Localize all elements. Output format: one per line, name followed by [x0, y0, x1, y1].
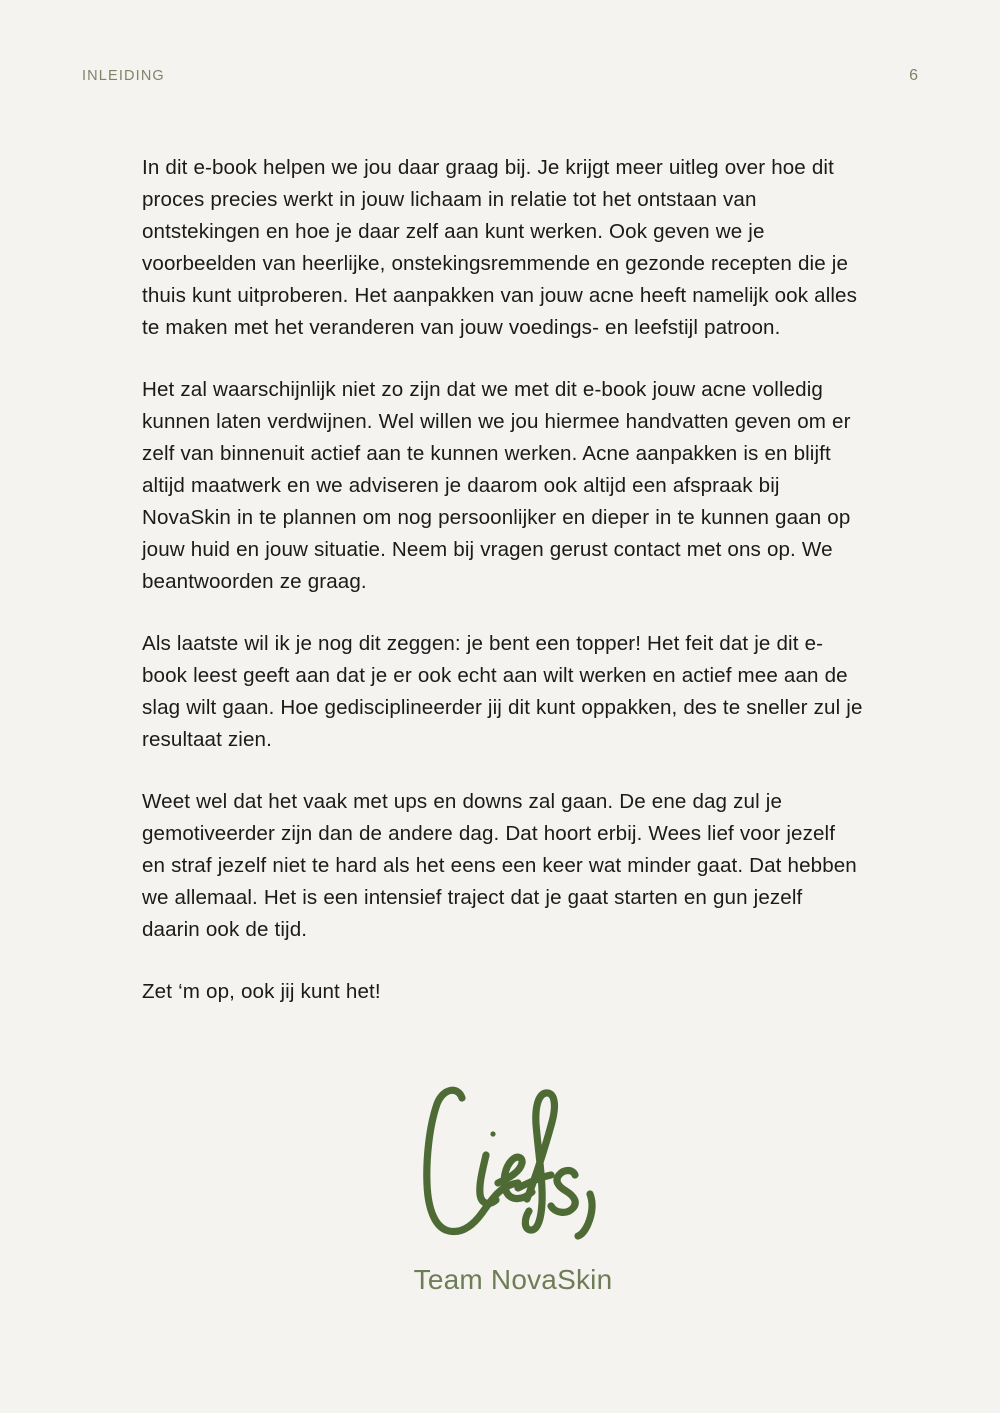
signature-block	[0, 1078, 1000, 1296]
page-number: 6	[909, 67, 918, 84]
paragraph: Als laatste wil ik je nog dit zeggen: je bent een topper! Het feit dat je dit e-book leest geeft aan dat je er ook echt aan wilt werken en actief mee aan de slag wilt gaan. Hoe gedisciplineerder jij dit kunt oppakken, des te sneller zul je resultaat zien.	[142, 632, 863, 751]
running-header	[82, 64, 918, 88]
paragraph: In dit e-book helpen we jou daar graag bij. Je krijgt meer uitleg over hoe dit proces precies werkt in jouw lichaam in relatie tot het ontstaan van ontstekingen en hoe je daar zelf aan kunt werken. Ook geven we je voorbeelden van heerlijke, onstekingsremmende en gezonde recepten die je thuis kunt uitproberen. Het aanpakken van jouw acne heeft namelijk ook alles te maken met het veranderen van jouw voedings- en leefstijl patroon.	[142, 156, 857, 339]
section-label: INLEIDING	[82, 68, 165, 84]
body-content	[142, 152, 864, 1008]
signature-team-name: Team NovaSkin	[413, 1264, 613, 1295]
paragraph: Weet wel dat het vaak met ups en downs zal gaan. De ene dag zul je gemotiveerder zijn dan de andere dag. Dat hoort erbij. Wees lief voor jezelf en straf jezelf niet te hard als het eens een keer wat minder gaat. Dat hebben we allemaal. Het is een intensief traject dat je gaat starten en gun jezelf daarin ook de tijd.	[142, 790, 857, 941]
closing-line: Zet ‘m op, ook jij kunt het!	[142, 980, 381, 1003]
paragraph: Het zal waarschijnlijk niet zo zijn dat we met dit e-book jouw acne volledig kunnen laten verdwijnen. Wel willen we jou hiermee handvatten geven om er zelf van binnenuit actief aan te kunnen werken. Acne aanpakken is en blijft altijd maatwerk en we adviseren je daarom ook altijd een afspraak bij NovaSkin in te plannen om nog persoonlijker en dieper in te kunnen gaan op jouw huid en jouw situatie. Neem bij vragen gerust contact met ons op. We beantwoorden ze graag.	[142, 378, 851, 593]
liefs-signature-icon	[394, 1078, 624, 1250]
